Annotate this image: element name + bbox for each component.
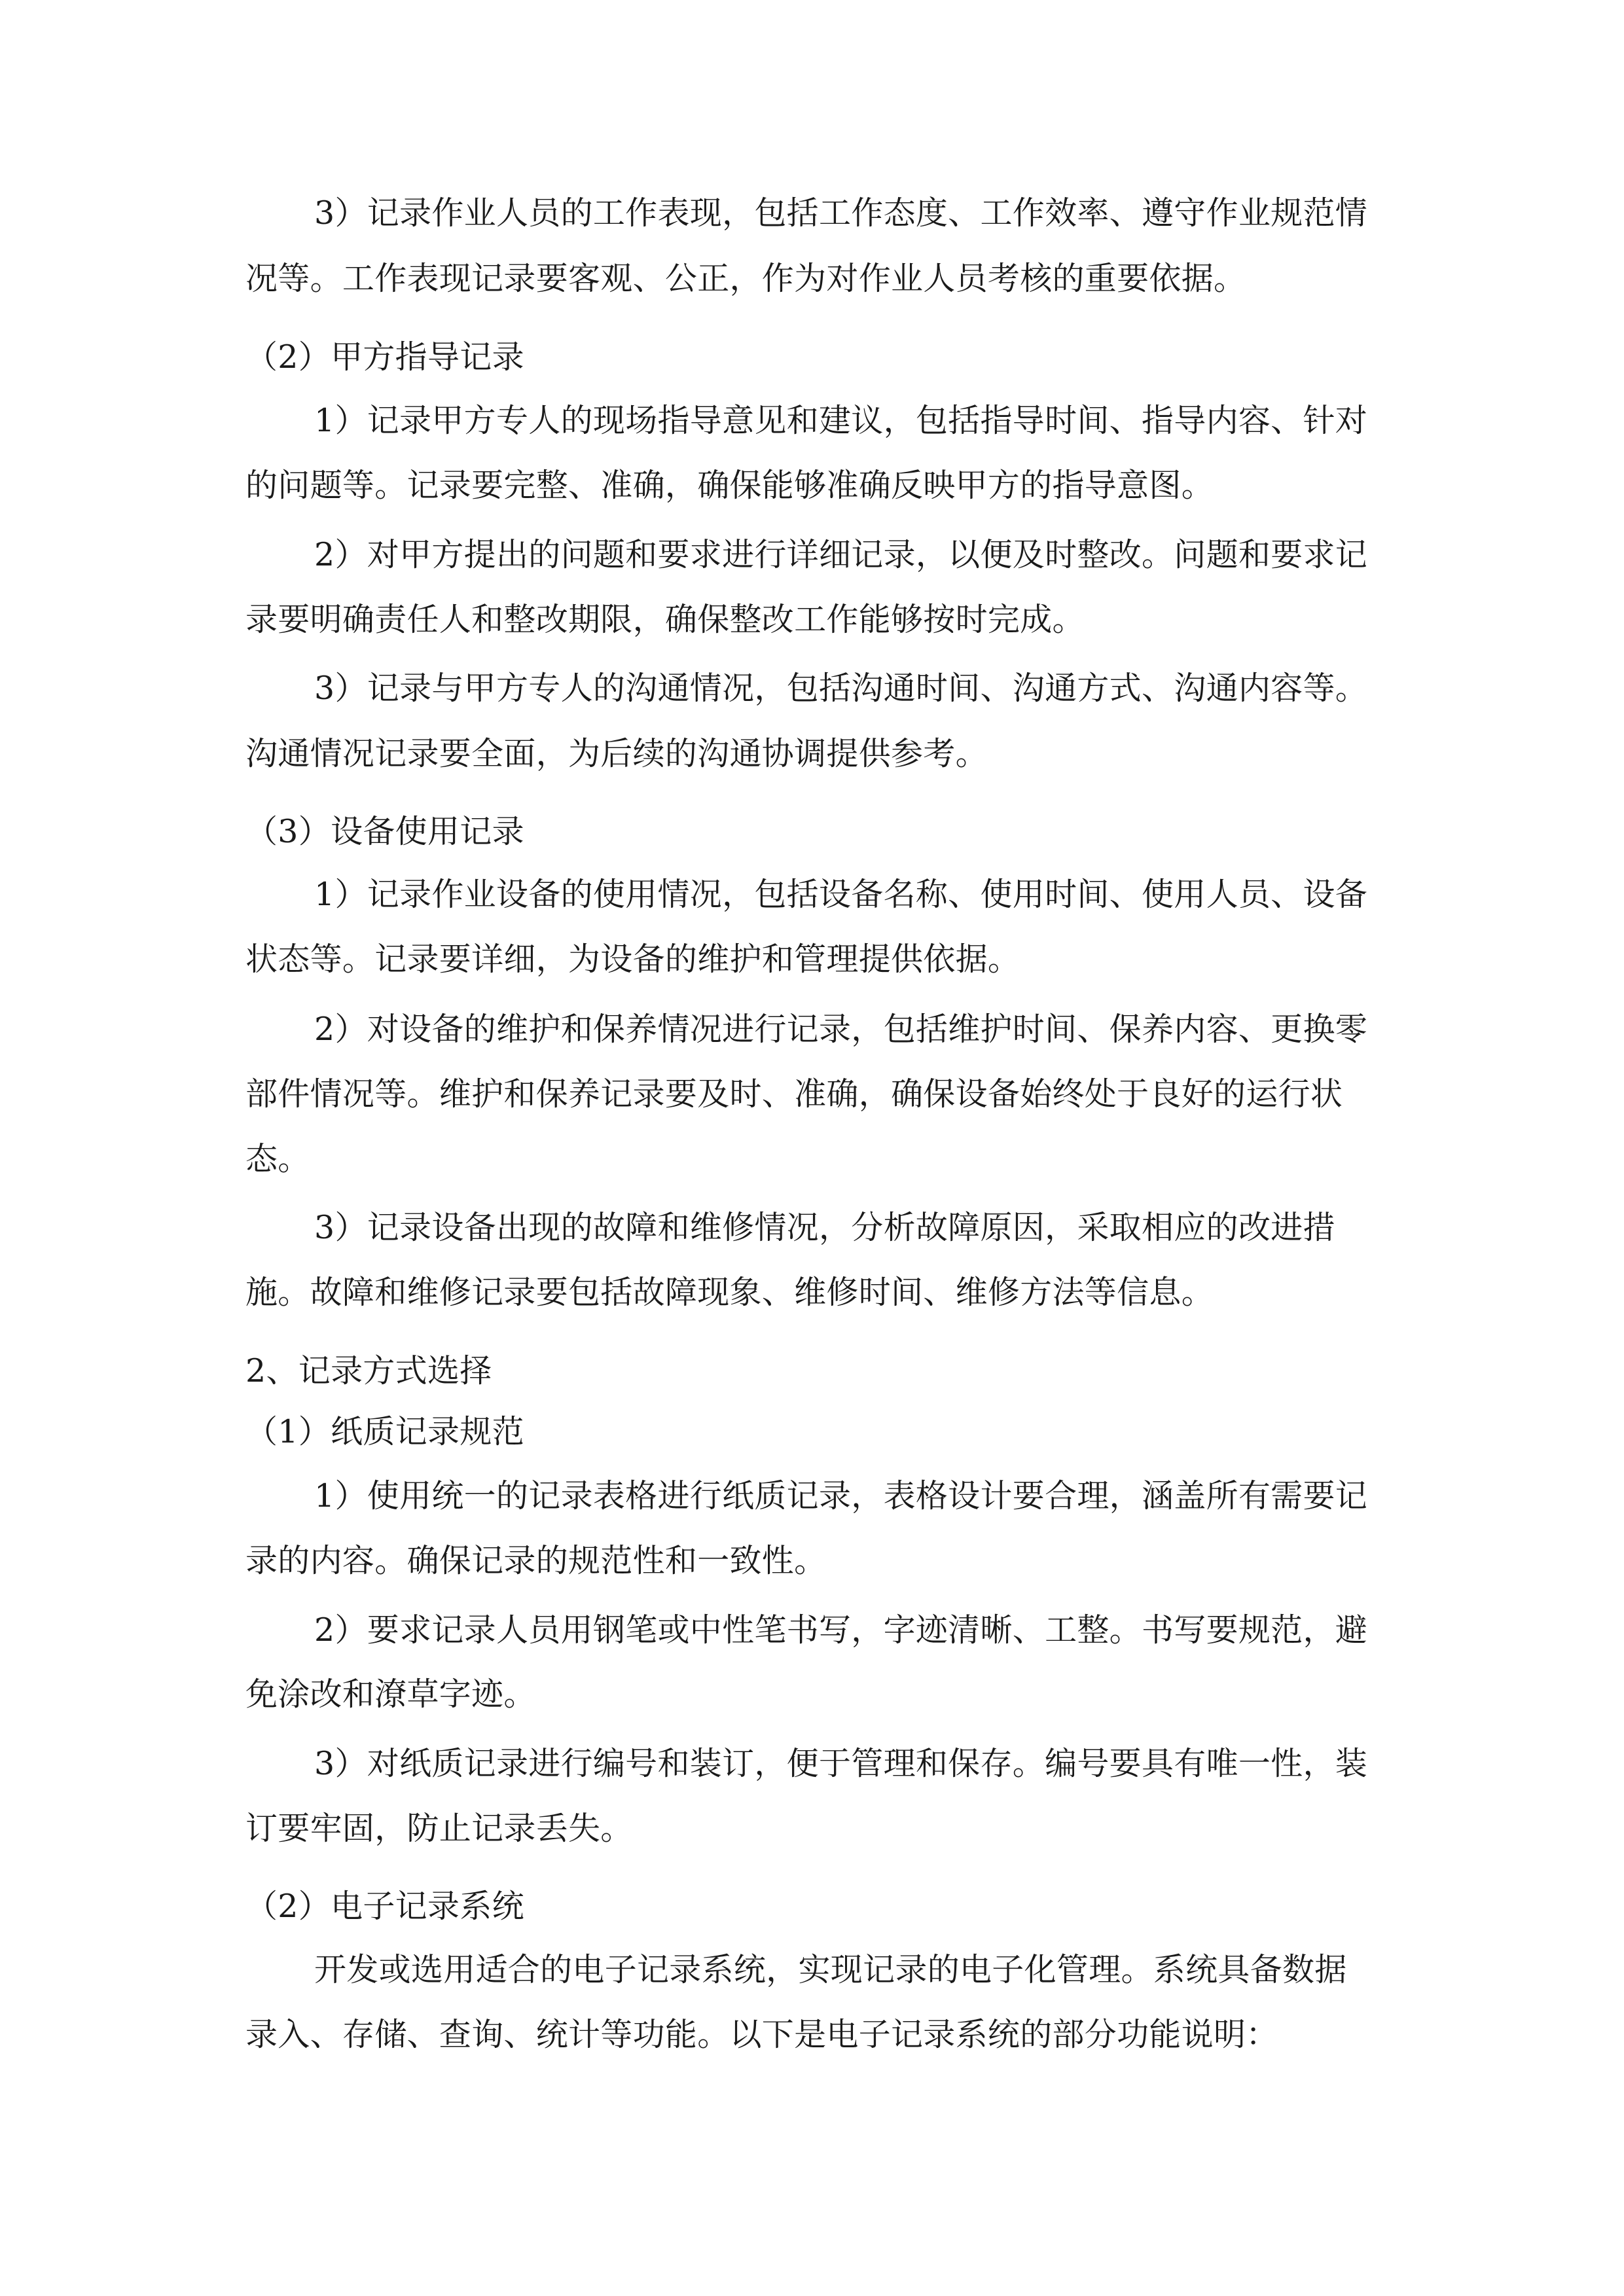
paragraph-line: 录入、存储、查询、统计等功能。以下是电子记录系统的部分功能说明： — [245, 2016, 1278, 2053]
paragraph-line: 免涂改和潦草字迹。 — [245, 1676, 536, 1713]
paragraph-line: 订要牢固，防止记录丢失。 — [245, 1810, 633, 1847]
paragraph-line: 况等。工作表现记录要客观、公正，作为对作业人员考核的重要依据。 — [245, 260, 1246, 297]
paragraph-line: 态。 — [245, 1140, 310, 1177]
paragraph-line: 3）对纸质记录进行编号和装订，便于管理和保存。编号要具有唯一性，装 — [314, 1745, 1368, 1782]
paragraph-line: 部件情况等。维护和保养记录要及时、准确，确保设备始终处于良好的运行状 — [245, 1075, 1343, 1113]
paragraph-line: 状态等。记录要详细，为设备的维护和管理提供依据。 — [245, 941, 1020, 978]
paragraph-line: 3）记录作业人员的工作表现，包括工作态度、工作效率、遵守作业规范情 — [314, 194, 1368, 232]
paragraph-line: 施。故障和维修记录要包括故障现象、维修时间、维修方法等信息。 — [245, 1274, 1214, 1311]
section-heading: （2）甲方指导记录 — [245, 338, 524, 376]
paragraph-line: 2）对甲方提出的问题和要求进行详细记录，以便及时整改。问题和要求记 — [314, 536, 1368, 573]
paragraph-line: 3）记录设备出现的故障和维修情况，分析故障原因，采取相应的改进措 — [314, 1209, 1335, 1246]
paragraph-line: 1）记录作业设备的使用情况，包括设备名称、使用时间、使用人员、设备 — [314, 876, 1368, 913]
paragraph-line: 2）对设备的维护和保养情况进行记录，包括维护时间、保养内容、更换零 — [314, 1011, 1368, 1048]
paragraph-line: 1）记录甲方专人的现场指导意见和建议，包括指导时间、指导内容、针对 — [314, 402, 1368, 439]
paragraph-line: 开发或选用适合的电子记录系统，实现记录的电子化管理。系统具备数据 — [314, 1951, 1347, 1988]
paragraph-line: 录的内容。确保记录的规范性和一致性。 — [245, 1542, 827, 1579]
paragraph-line: 的问题等。记录要完整、准确，确保能够准确反映甲方的指导意图。 — [245, 467, 1214, 504]
paragraph-line: 2）要求记录人员用钢笔或中性笔书写，字迹清晰、工整。书写要规范，避 — [314, 1611, 1368, 1649]
paragraph-line: 3）记录与甲方专人的沟通情况，包括沟通时间、沟通方式、沟通内容等。 — [314, 670, 1368, 707]
section-heading: （2）电子记录系统 — [245, 1888, 524, 1925]
section-heading: （3）设备使用记录 — [245, 813, 524, 850]
section-heading: 2、记录方式选择 — [245, 1352, 492, 1390]
section-heading: （1）纸质记录规范 — [245, 1413, 524, 1450]
paragraph-line: 录要明确责任人和整改期限，确保整改工作能够按时完成。 — [245, 601, 1085, 638]
paragraph-line: 沟通情况记录要全面，为后续的沟通协调提供参考。 — [245, 735, 988, 772]
paragraph-line: 1）使用统一的记录表格进行纸质记录，表格设计要合理，涵盖所有需要记 — [314, 1477, 1368, 1515]
